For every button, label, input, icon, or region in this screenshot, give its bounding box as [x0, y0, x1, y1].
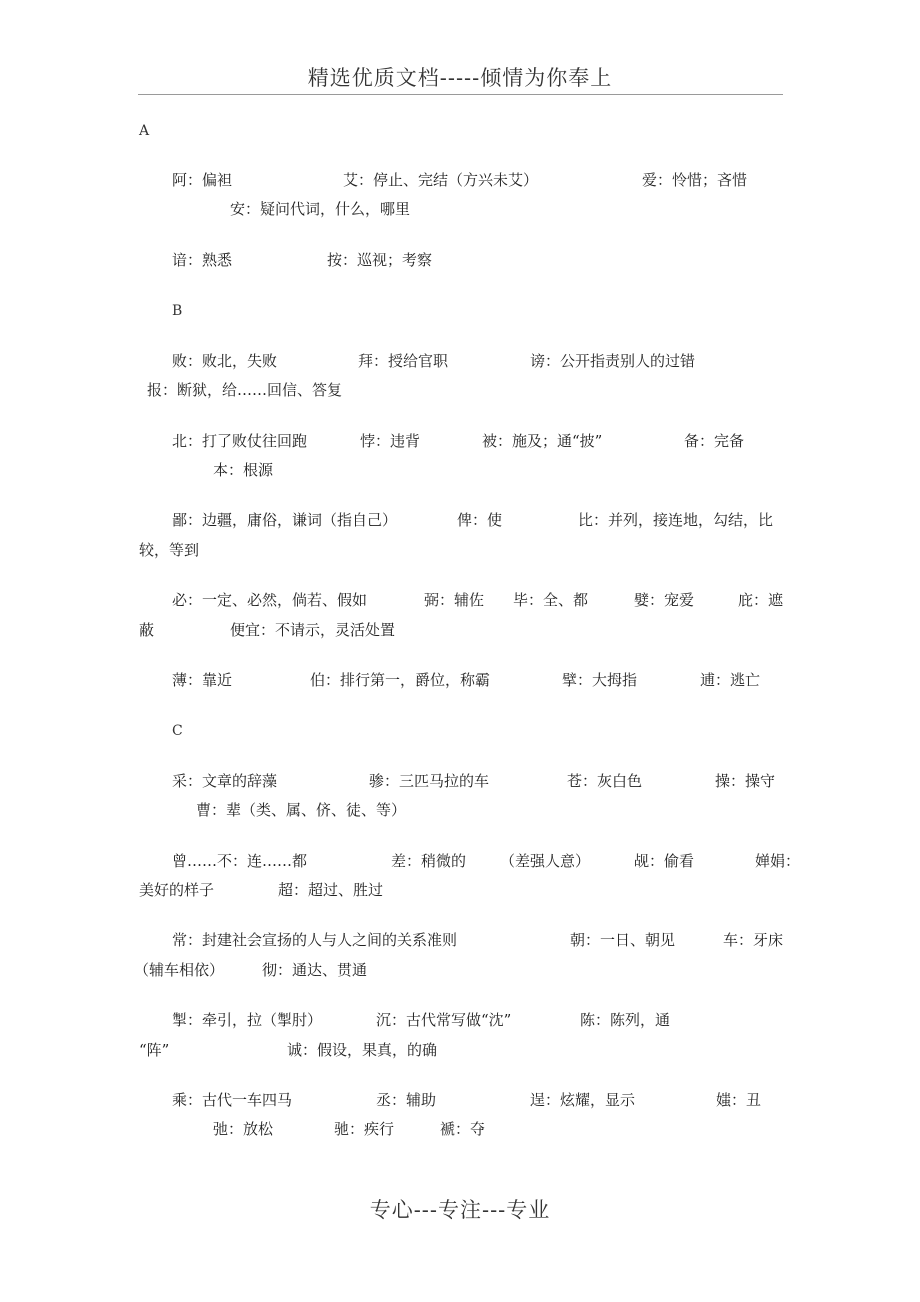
entry: 沉：古代常写做“沈”: [376, 1011, 512, 1029]
entry: 艾：停止、完结（方兴未艾）: [343, 171, 539, 189]
entry: 悖：违背: [360, 432, 421, 450]
header-divider: [138, 94, 783, 95]
entry: 弼：辅佐: [424, 591, 485, 609]
entry: 擘：大拇指: [562, 671, 638, 689]
entry: 超：超过、胜过: [278, 881, 384, 899]
entry: 报：断狱，给……回信、答复: [147, 381, 343, 399]
entry: （辅车相依）: [134, 961, 225, 979]
entry: 丞：辅助: [376, 1091, 437, 1109]
entry: 弛：放松: [213, 1120, 274, 1138]
entry: 便宜：不请示，灵活处置: [230, 621, 396, 639]
entry: 备：完备: [684, 432, 745, 450]
entry: 本：根源: [213, 461, 274, 479]
section-letter-b: B: [172, 303, 183, 319]
entry: 彻：通达、贯通: [262, 961, 368, 979]
entry: 朝：一日、朝见: [570, 931, 676, 949]
entry: 阿：偏袒: [172, 171, 233, 189]
entry: 俾：使: [457, 511, 503, 529]
entry: 庇：遮: [738, 591, 784, 609]
entry: 诚：假设，果真，的确: [287, 1041, 438, 1059]
entry: 爱：怜惜；吝惜: [642, 171, 748, 189]
entry: 车：牙床: [723, 931, 784, 949]
entry: 必：一定、必然，倘若、假如: [172, 591, 368, 609]
entry: 被：施及；通“披”: [482, 432, 603, 450]
entry: 陈：陈列，通: [580, 1011, 671, 1029]
entry: 操：操守: [715, 772, 776, 790]
entry: 鄙：边疆，庸俗，谦词（指自己）: [172, 511, 398, 529]
section-letter-c: C: [172, 723, 183, 739]
entry: 按：巡视；考察: [327, 251, 433, 269]
entry: 曾……不：连……都: [172, 852, 308, 870]
entry: 乘：古代一车四马: [172, 1091, 293, 1109]
entry: 采：文章的辞藻: [172, 772, 278, 790]
entry: 比：并列，接连地，勾结，比: [578, 511, 774, 529]
entry: 褫：夺: [440, 1120, 486, 1138]
entry: 安：疑问代词，什么，哪里: [230, 200, 411, 218]
entry: 拜：授给官职: [358, 352, 449, 370]
entry: 曹：辈（类、属、侪、徒、等）: [196, 801, 407, 819]
entry: 逋：逃亡: [700, 671, 761, 689]
page-footer: 专心---专注---专业: [369, 1198, 551, 1222]
section-letter-a: A: [139, 123, 150, 139]
entry: 谙：熟悉: [172, 251, 233, 269]
entry: 美好的样子: [139, 881, 215, 899]
entry: 薄：靠近: [172, 671, 233, 689]
entry: 觇：偷看: [634, 852, 695, 870]
entry: 常：封建社会宣扬的人与人之间的关系准则: [172, 931, 458, 949]
entry: 较，等到: [139, 541, 200, 559]
entry: “阵”: [139, 1041, 170, 1059]
entry: 败：败北，失败: [172, 352, 278, 370]
entry: 谤：公开指责别人的过错: [530, 352, 696, 370]
entry: 毕：全、都: [513, 591, 589, 609]
entry: 苍：灰白色: [567, 772, 643, 790]
entry: （差强人意）: [500, 852, 591, 870]
page-header: 精选优质文档-----倾情为你奉上: [307, 66, 613, 90]
entry: 婵娟：: [755, 852, 801, 870]
entry: 蔽: [139, 621, 155, 639]
entry: 伯：排行第一，爵位，称霸: [310, 671, 491, 689]
entry: 差：稍微的: [391, 852, 467, 870]
entry: 逞：炫耀，显示: [530, 1091, 636, 1109]
entry: 媸：丑: [716, 1091, 762, 1109]
entry: 嬖：宠爱: [634, 591, 695, 609]
entry: 北：打了败仗往回跑: [172, 432, 308, 450]
entry: 骖：三匹马拉的车: [369, 772, 490, 790]
entry: 掣：牵引，拉（掣肘）: [172, 1011, 323, 1029]
entry: 驰：疾行: [334, 1120, 395, 1138]
